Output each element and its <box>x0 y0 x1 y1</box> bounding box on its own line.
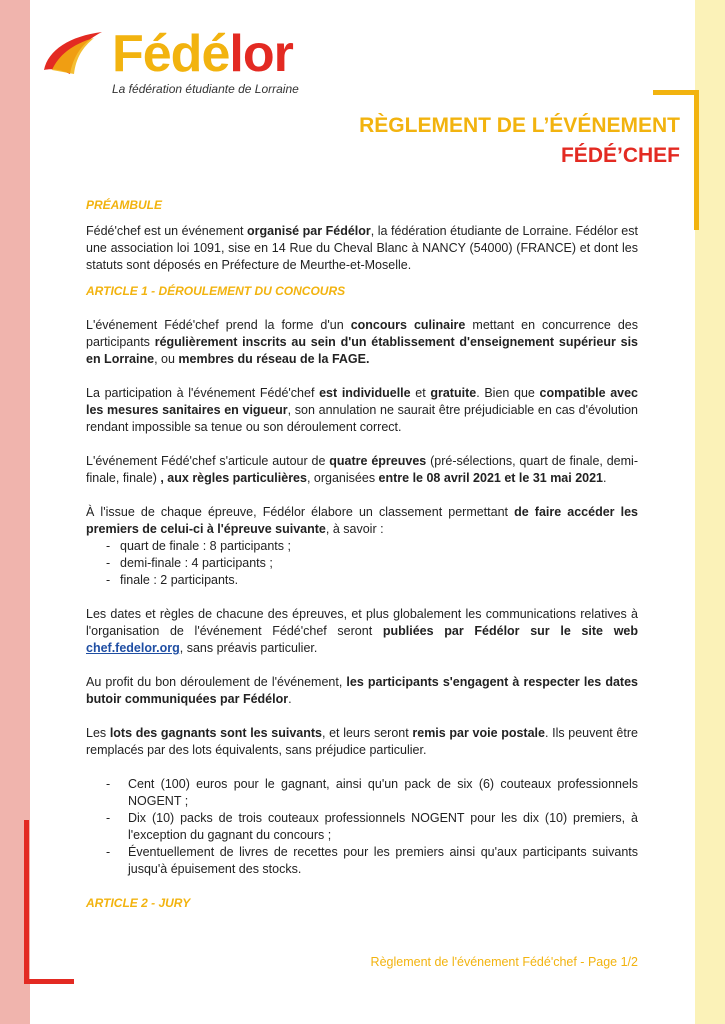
article1-paragraph-2: La participation à l'événement Fédé'chef est individuelle et gratuite. Bien que compatible avec les mesures sanitaires en vigueur, son annulation ne saurait être préjudiciable en cas d'évolution rendant impossible sa tenue ou son déroulement correct. <box>86 386 639 434</box>
bottom-corner-bracket <box>24 820 74 984</box>
list-item: - demi-finale : 4 participants ; <box>106 556 273 570</box>
page-title: RÈGLEMENT DE L’ÉVÉNEMENT <box>359 114 680 137</box>
website-link[interactable]: chef.fedelor.org <box>86 641 180 655</box>
article1-paragraph-7: Les lots des gagnants sont les suivants, et leurs seront remis par voie postale. Ils peuvent être remplacés par des lots équivalents, sans préjudice particulier. <box>86 726 638 757</box>
page-footer: Règlement de l'événement Fédé'chef - Page 1/2 <box>370 955 638 969</box>
article1-paragraph-5: Les dates et règles de chacune des épreuves, et plus globalement les communications relatives à l'organisation de l'événement Fédé'chef seront publiées par Fédélor sur le site web chef.fedelor.org, sans préavis particulier. <box>86 607 639 655</box>
article1-paragraph-4: À l'issue de chaque épreuve, Fédélor élabore un classement permettant de faire accéder les premiers de celui-ci à l'épreuve suivante, à savoir : <box>86 505 639 536</box>
preamble-paragraph: Fédé'chef est un événement organisé par Fédélor, la fédération étudiante de Lorraine. Fédélor est une association loi 1091, sise en 14 Rue du Cheval Blanc à NANCY (54000) (FRANCE) et dont les statuts sont déposés en Préfecture de Meurthe-et-Moselle. <box>86 224 638 272</box>
article1-paragraph-1: L'événement Fédé'chef prend la forme d'un concours culinaire mettant en concurrence des participants régulièrement inscrits au sein d'un établissement d'enseignement supérieur sis en Lorraine, ou membres du réseau de la FAGE. <box>86 318 638 366</box>
prizes-list <box>86 776 638 878</box>
preamble-heading: PRÉAMBULE <box>86 198 163 212</box>
logo-wordmark: Fédélor <box>112 25 293 83</box>
logo-tagline: La fédération étudiante de Lorraine <box>112 82 299 96</box>
document-body <box>86 197 638 912</box>
fedelor-logo <box>40 24 320 104</box>
list-item: - Cent (100) euros pour le gagnant, ainsi qu'un pack de six (6) couteaux professionnels NOGENT ; <box>106 777 638 808</box>
right-decorative-strip <box>695 0 725 1024</box>
list-item: - Éventuellement de livres de recettes pour les premiers ainsi qu'aux participants suivants jusqu'à épuisement des stocks. <box>106 845 638 876</box>
flame-icon <box>40 30 106 80</box>
qualification-list <box>86 538 638 589</box>
list-item: - finale : 2 participants. <box>106 573 239 587</box>
article1-paragraph-6: Au profit du bon déroulement de l'événement, les participants s'engagent à respecter les dates butoir communiquées par Fédélor. <box>86 675 638 706</box>
article2-heading: ARTICLE 2 - JURY <box>86 896 191 910</box>
article1-heading: ARTICLE 1 - DÉROULEMENT DU CONCOURS <box>86 284 346 298</box>
page-subtitle: FÉDÉ’CHEF <box>560 144 680 167</box>
list-item: - quart de finale : 8 participants ; <box>106 539 291 553</box>
article1-paragraph-3: L'événement Fédé'chef s'articule autour de quatre épreuves (pré-sélections, quart de finale, demi-finale, finale) , aux règles particulières, organisées entre le 08 avril 2021 et le 31 mai 2021. <box>86 454 638 485</box>
list-item: - Dix (10) packs de trois couteaux professionnels NOGENT pour les dix (10) premiers, à l'exception du gagnant du concours ; <box>106 811 638 842</box>
